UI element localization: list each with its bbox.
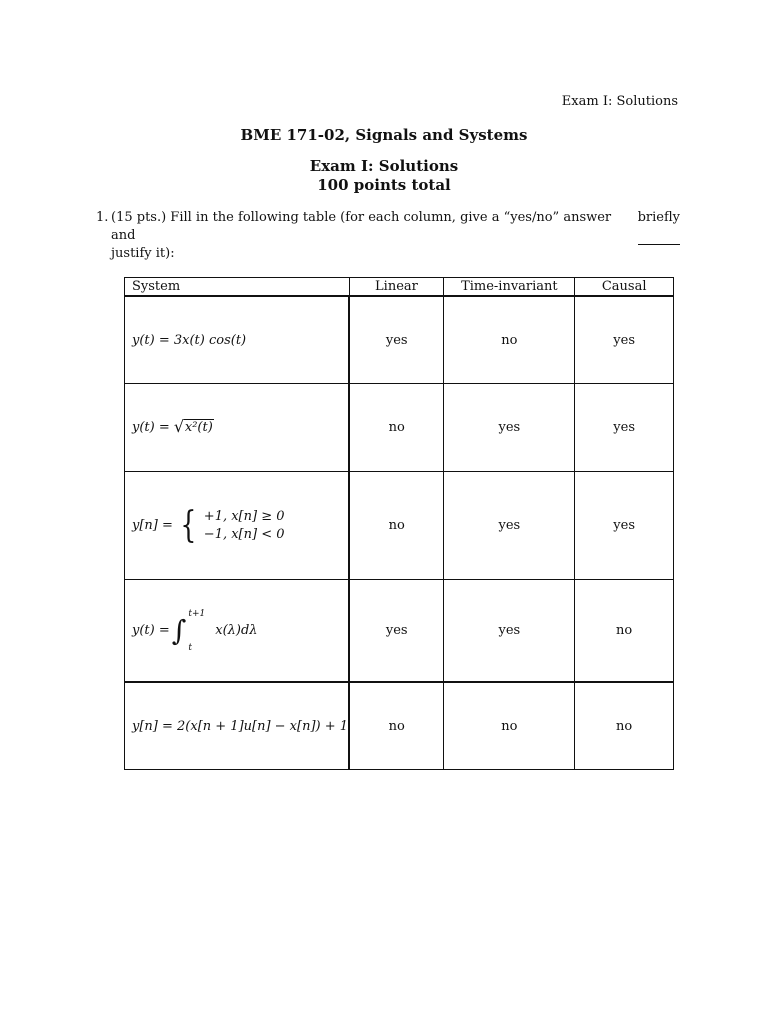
- linear-answer: yes: [349, 296, 444, 384]
- linear-answer: no: [349, 682, 444, 770]
- causal-answer: yes: [575, 472, 674, 580]
- time-invariant-answer: yes: [444, 384, 575, 472]
- table-row: [125, 296, 674, 384]
- table-row: [125, 580, 674, 683]
- header-time-invariant: Time-invariant: [444, 278, 575, 297]
- question-text-line2: justify it):: [111, 246, 175, 261]
- lower-limit: t: [188, 642, 192, 653]
- question-emphasis: briefly: [638, 209, 680, 245]
- causal-answer: no: [575, 580, 674, 683]
- exam-title: Exam I: Solutions: [309, 157, 459, 175]
- course-title: BME 171-02, Signals and Systems: [240, 126, 528, 144]
- radicand: x²(t): [184, 420, 213, 435]
- case-1: +1, x[n] ≥ 0: [203, 508, 285, 524]
- systems-table: [124, 277, 674, 770]
- system-equation: [132, 504, 285, 546]
- upper-limit: t+1: [188, 608, 206, 619]
- time-invariant-answer: yes: [444, 580, 575, 683]
- linear-answer: no: [349, 384, 444, 472]
- table-row: [125, 682, 674, 770]
- question-prompt: [111, 209, 680, 263]
- system-equation: [132, 417, 214, 436]
- time-invariant-answer: no: [444, 682, 575, 770]
- system-equation: y(t) = 3x(t) cos(t): [132, 332, 247, 348]
- table-row: [125, 384, 674, 472]
- system-equation: y[n] = 2(x[n + 1]u[n] − x[n]) + 1: [132, 718, 349, 734]
- header-system: System: [125, 278, 350, 297]
- radical-sign-icon: √: [173, 417, 185, 436]
- equation-lhs: y[n] =: [132, 518, 173, 533]
- system-cell: [125, 682, 350, 770]
- case-2: −1, x[n] < 0: [203, 526, 285, 542]
- equation-lhs: y(t) =: [132, 623, 170, 638]
- equation-lhs: y(t) =: [132, 420, 174, 435]
- system-cell: [125, 580, 350, 683]
- time-invariant-answer: no: [444, 296, 575, 384]
- question-text-line1: (15 pts.) Fill in the following table (for each column, give a “yes/no” answer and: [111, 210, 612, 243]
- linear-answer: yes: [349, 580, 444, 683]
- points-total: 100 points total: [317, 176, 451, 194]
- causal-answer: yes: [575, 296, 674, 384]
- square-root: [173, 417, 214, 436]
- question-1: [96, 209, 680, 263]
- system-cell: [125, 472, 350, 580]
- system-equation: [132, 609, 258, 653]
- causal-answer: no: [575, 682, 674, 770]
- integral-sign-icon: ∫: [171, 614, 187, 647]
- table-row: [125, 472, 674, 580]
- system-cell: [125, 384, 350, 472]
- question-number: 1.: [96, 210, 109, 225]
- integral-limits: [188, 609, 205, 653]
- time-invariant-answer: yes: [444, 472, 575, 580]
- running-head: Exam I: Solutions: [561, 94, 678, 109]
- causal-answer: yes: [575, 384, 674, 472]
- system-cell: [125, 296, 350, 384]
- header-linear: Linear: [349, 278, 444, 297]
- table-header-row: [125, 278, 674, 297]
- header-causal: Causal: [575, 278, 674, 297]
- linear-answer: no: [349, 472, 444, 580]
- piecewise-cases: [204, 508, 285, 544]
- left-brace-icon: {: [180, 504, 197, 546]
- integrand: x(λ)dλ: [215, 623, 258, 638]
